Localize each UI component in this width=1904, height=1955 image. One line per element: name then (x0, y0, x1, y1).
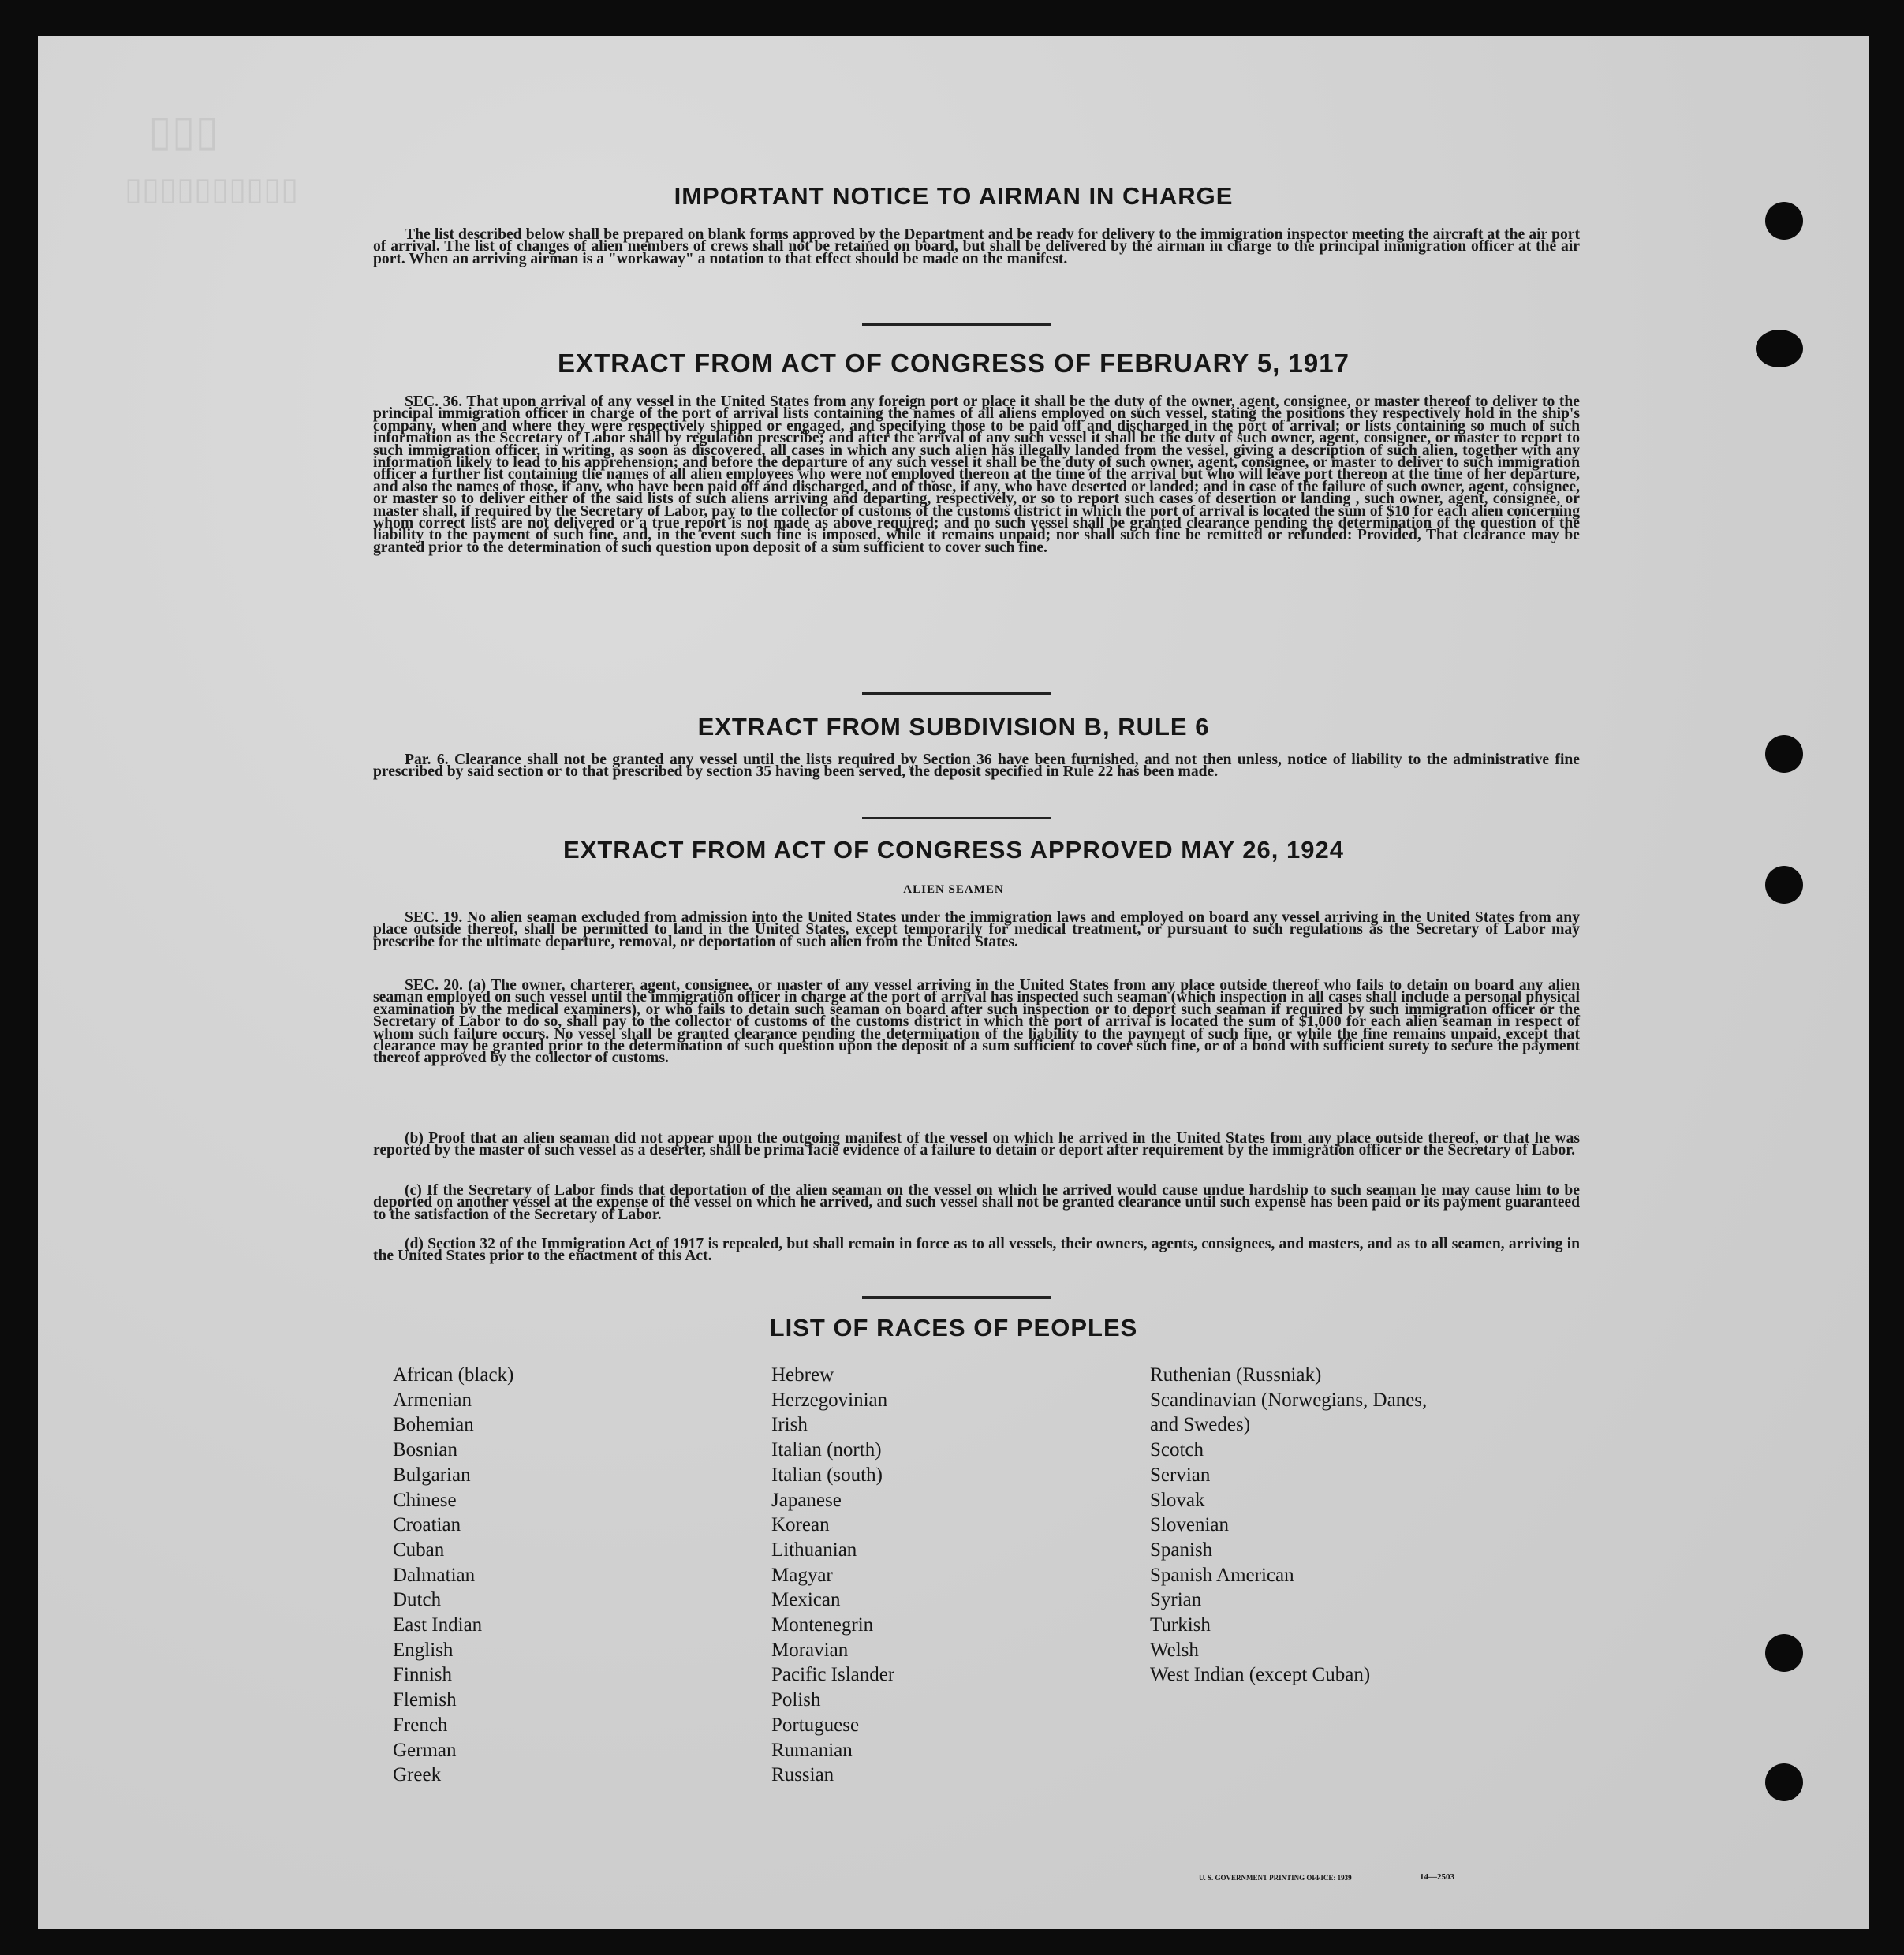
printer-imprint: U. S. GOVERNMENT PRINTING OFFICE: 1939 (1199, 1874, 1352, 1882)
extract-1917-text: SEC. 36. That upon arrival of any vessel in the United States from any foreign port or place it shall be the duty of the owner, agent, consignee, or master thereof to deliver to the principal immigration officer in charge of the port of arrival lists containing the names of all aliens employed on such vessel, stating the positions they respectively hold in the ship's company, when and where they were respectively shipped or engaged, and specifying those to be paid off and discharged in the port of arrival; or lists containing so much of such information as the Secretary of Labor shall by regulation prescribe; and after the arrival of any such vessel it shall be the duty of such owner, agent, consignee, or master to report to such immigration officer, in writing, as soon as discovered, all cases in which any such alien has illegally landed from the vessel, giving a description of such alien, together with any information likely to lead to his apprehension; and before the departure of any such vessel it shall be the duty of such owner, agent, consignee, or master to deliver to such immigration officer a further list containing the names of all alien employees who were not employed thereon at the time of the arrival but who will leave port thereon at the time of her departure, and also the names of those, if any, who have been paid off and discharged, and of those, if any, who have deserted or landed; and in case of the failure of such owner, agent, consignee, or master so to deliver either of the said lists of such aliens arriving and departing, respectively, or so to report such cases of desertion or landing , such owner, agent, consignee, or master shall, if required by the Secretary of Labor, pay to the collector of customs of the customs district in which the port of arrival is located the sum of $10 for each alien concerning whom correct lists are not delivered or a true report is not made as above required; and no such vessel shall be granted clearance pending the determination of the question of the liability to the payment of such fine, and, in the event such fine is imposed, while it remains unpaid; nor shall such fine be remitted or refunded: Provided, That clearance may be granted prior to the determination of such question upon deposit of a sum sufficient to cover such fine. (373, 394, 1580, 556)
race-entry: Hebrew (771, 1364, 834, 1386)
extract-1924-title: EXTRACT FROM ACT OF CONGRESS APPROVED MAY 26, 1924 (563, 836, 1344, 864)
sec-19-text: SEC. 19. No alien seaman excluded from admission into the United States under the immigration laws and employed on board any vessel arriving in the United States from any place outside thereof, shall be permitted to land in the United States, except temporarily for medical treatment, or pursuant to such regulations as the Secretary of Labor may prescribe for the ultimate departure, removal, or deportation of such alien from the United States. (373, 909, 1580, 950)
race-entry: Spanish American (1150, 1564, 1294, 1586)
race-entry: Turkish (1150, 1614, 1211, 1636)
race-entry: Italian (north) (771, 1439, 882, 1461)
race-entry: Italian (south) (771, 1464, 883, 1486)
extract-1917-title: EXTRACT FROM ACT OF CONGRESS OF FEBRUARY 5, 1917 (558, 349, 1350, 378)
race-entry: Korean (771, 1514, 830, 1536)
race-entry: Slovenian (1150, 1514, 1229, 1536)
race-entry: Moravian (771, 1639, 849, 1661)
binder-hole (1765, 1634, 1803, 1672)
sec-20c-text: (c) If the Secretary of Labor finds that deportation of the alien seaman on the vessel on which he arrived would cause undue hardship to such seaman he may cause him to be deported on another vessel at the expense of the vessel on which he arrived, and such vessel shall not be granted clearance until such expense has been paid or its payment guaranteed to the satisfaction of the Secretary of Labor. (373, 1182, 1580, 1223)
notice-title: IMPORTANT NOTICE TO AIRMAN IN CHARGE (674, 182, 1234, 210)
divider (862, 323, 1051, 326)
race-entry: Spanish (1150, 1539, 1213, 1561)
race-entry: German (393, 1739, 457, 1761)
race-entry: West Indian (except Cuban) (1150, 1664, 1371, 1686)
race-entry: Slovak (1150, 1489, 1205, 1511)
divider (862, 817, 1051, 819)
races-title: LIST OF RACES OF PEOPLES (769, 1314, 1138, 1341)
form-number: 14—2503 (1420, 1872, 1454, 1882)
race-entry: Welsh (1150, 1639, 1199, 1661)
race-entry: Finnish (393, 1664, 453, 1686)
race-entry: Irish (771, 1414, 808, 1436)
bleed-through-mark: ▯▯▯▯▯▯▯▯▯▯ (125, 171, 299, 207)
race-entry: English (393, 1639, 454, 1661)
race-entry: Bohemian (393, 1414, 474, 1436)
binder-hole (1765, 202, 1803, 240)
race-entry: Dalmatian (393, 1564, 476, 1586)
race-entry: Chinese (393, 1489, 457, 1511)
race-entry: Dutch (393, 1589, 442, 1611)
race-entry: Bulgarian (393, 1464, 471, 1486)
race-entry: French (393, 1714, 448, 1736)
race-entry: Japanese (771, 1489, 842, 1511)
divider (862, 1296, 1051, 1299)
race-entry: Scandinavian (Norwegians, Danes, and Swedes) (1150, 1389, 1428, 1436)
sec-20d-text: (d) Section 32 of the Immigration Act of 1917 is repealed, but shall remain in force as to all vessels, their owners, agents, consignees, and masters, and as to all seamen, arriving in the United States prior to the enactment of this Act. (373, 1236, 1580, 1265)
race-entry: Herzegovinian (771, 1389, 888, 1411)
race-entry: Bosnian (393, 1439, 457, 1461)
race-entry: Pacific Islander (771, 1664, 895, 1686)
race-entry: Portuguese (771, 1714, 860, 1736)
binder-hole (1756, 330, 1803, 367)
race-entry: Mexican (771, 1589, 841, 1611)
race-entry: Lithuanian (771, 1539, 857, 1561)
race-entry: Montenegrin (771, 1614, 874, 1636)
race-entry: African (black) (393, 1364, 514, 1386)
notice-text: The list described below shall be prepared on blank forms approved by the Department and be ready for delivery to the immigration inspector meeting the aircraft at the air port of arrival. The list of changes of alien members of crews shall not be retained on board, but shall be delivered by the airman in charge to the principal immigration officer at the air port. When an arriving airman is a "workaway" a notation to that effect should be made on the manifest. (373, 226, 1580, 267)
binder-hole (1765, 735, 1803, 773)
race-entry: Magyar (771, 1564, 833, 1586)
race-entry: Ruthenian (Russniak) (1150, 1364, 1322, 1386)
race-entry: Servian (1150, 1464, 1211, 1486)
divider (862, 692, 1051, 695)
race-entry: Croatian (393, 1514, 461, 1536)
document-page (38, 36, 1869, 1929)
races-column-1 (393, 1363, 513, 1788)
sec-20a-text: SEC. 20. (a) The owner, charterer, agent, consignee, or master of any vessel arriving in the United States from any place outside thereof who fails to detain on board any alien seaman employed on such vessel until the immigration officer in charge at the port of arrival has inspected such seaman (which inspection in all cases shall include a personal physical examination by the medical examiners), or who fails to detain such seaman on board after such inspection or to deport such seaman if required by such immigration officer or the Secretary of Labor to do so, shall pay to the collector of customs of the customs district in which the port of arrival is located the sum of $1,000 for each alien seaman in respect of whom such failure occurs. No vessel shall be granted clearance pending the determination of the liability to the payment of such fine, or while the fine remains unpaid, except that clearance may be granted prior to the determination of such question upon the deposit of a sum sufficient to cover such fine, or of a bond with sufficient surety to secure the payment thereof approved by the collector of customs. (373, 977, 1580, 1067)
race-entry: East Indian (393, 1614, 483, 1636)
race-entry: Greek (393, 1764, 442, 1786)
sec-20b-text: (b) Proof that an alien seaman did not appear upon the outgoing manifest of the vessel on which he arrived in the United States from any place outside thereof, or that he was reported by the master of such vessel as a deserter, shall be prima facie evidence of a failure to detain or deport after requirement by the immigration officer or the Secretary of Labor. (373, 1130, 1580, 1159)
race-entry: Russian (771, 1764, 834, 1786)
alien-seamen-subtitle: ALIEN SEAMEN (903, 883, 1004, 896)
binder-hole (1765, 1763, 1803, 1801)
rule6-title: EXTRACT FROM SUBDIVISION B, RULE 6 (697, 713, 1210, 741)
race-entry: Polish (771, 1689, 821, 1711)
race-entry: Rumanian (771, 1739, 853, 1761)
races-column-2 (771, 1363, 894, 1788)
race-entry: Cuban (393, 1539, 445, 1561)
rule6-text: Par. 6. Clearance shall not be granted any vessel until the lists required by Section 36 have been furnished, and not then unless, notice of liability to the administrative fine prescribed by said section or to that prescribed by section 35 having been served, the deposit specified in Rule 22 has been made. (373, 752, 1580, 781)
race-entry: Syrian (1150, 1589, 1202, 1611)
race-entry: Flemish (393, 1689, 457, 1711)
races-column-3 (1150, 1363, 1427, 1688)
race-entry: Armenian (393, 1389, 472, 1411)
race-entry: Scotch (1150, 1439, 1204, 1461)
bleed-through-mark: ▯▯▯ (148, 107, 219, 155)
binder-hole (1765, 866, 1803, 904)
